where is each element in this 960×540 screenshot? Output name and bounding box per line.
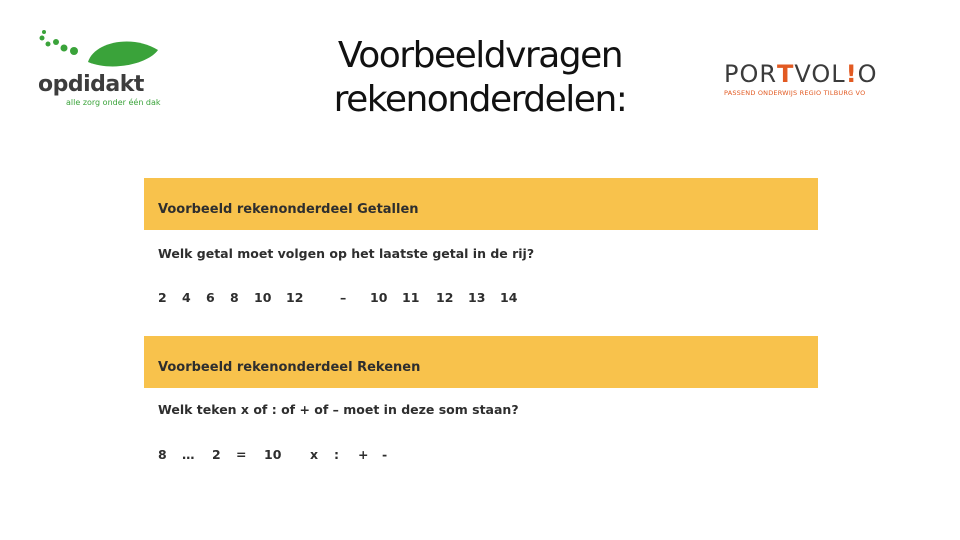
question-getallen: Welk getal moet volgen op het laatste getal in de rij? — [158, 246, 535, 261]
sum-token: 2 — [212, 447, 221, 462]
section-header-getallen — [144, 178, 818, 230]
answer-option: 10 — [370, 290, 388, 305]
sum-token: = — [236, 447, 247, 462]
sequence-number: 12 — [286, 290, 304, 305]
logo-wordmark-part: O — [857, 60, 878, 88]
title-line-1: Voorbeeldvragen — [337, 35, 623, 76]
logo-wordmark — [724, 60, 904, 88]
logo-subtitle: PASSEND ONDERWIJS REGIO TILBURG VO — [724, 89, 866, 97]
section-header-text: Voorbeeld rekenonderdeel Getallen — [158, 202, 419, 217]
answer-option: 13 — [468, 290, 486, 305]
answer-option: 14 — [500, 290, 518, 305]
example-panel — [144, 178, 818, 478]
sequence-number: 4 — [182, 290, 191, 305]
sum-token: … — [182, 447, 195, 462]
leaf-icon — [36, 28, 166, 78]
section-header-text: Voorbeeld rekenonderdeel Rekenen — [158, 360, 421, 375]
sequence-separator: – — [340, 290, 347, 305]
portvolio-logo — [724, 60, 904, 104]
sum-token: 10 — [264, 447, 282, 462]
operator-option: + — [358, 447, 369, 462]
operator-option: - — [382, 447, 388, 462]
sum-token: 8 — [158, 447, 167, 462]
logo-wordmark-part: POR — [724, 60, 778, 88]
logo-tagline: alle zorg onder één dak — [66, 98, 161, 107]
page-title — [300, 34, 660, 122]
sequence-number: 10 — [254, 290, 272, 305]
sequence-number: 2 — [158, 290, 167, 305]
logo-name: opdidakt — [38, 72, 144, 97]
answer-option: 11 — [402, 290, 420, 305]
sequence-number: 6 — [206, 290, 215, 305]
opdidakt-logo — [36, 28, 166, 112]
title-line-2: rekenonderdelen: — [333, 79, 627, 120]
logo-wordmark-part: ! — [845, 60, 858, 88]
logo-wordmark-part: T — [777, 60, 795, 88]
logo-wordmark-part: VOL — [794, 60, 846, 88]
question-rekenen: Welk teken x of : of + of – moet in deze som staan? — [158, 402, 519, 417]
section-header-rekenen — [144, 336, 818, 388]
operator-option: x — [310, 447, 319, 462]
operator-option: : — [334, 447, 339, 462]
sequence-number: 8 — [230, 290, 239, 305]
answer-option: 12 — [436, 290, 454, 305]
